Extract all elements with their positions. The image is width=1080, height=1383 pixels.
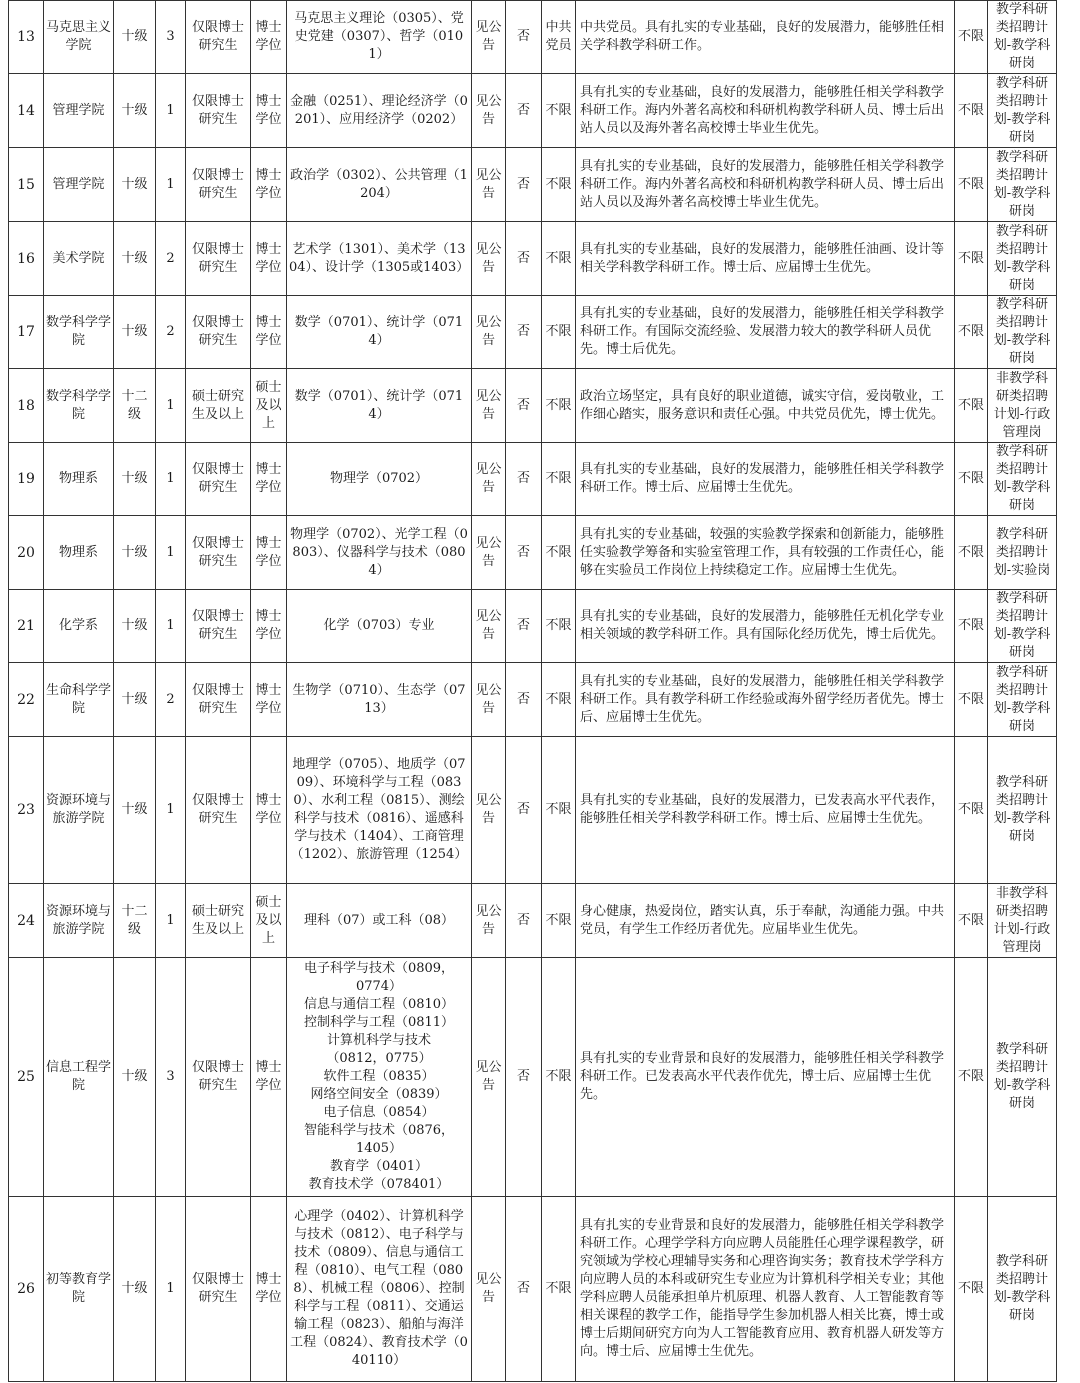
table-row bbox=[9, 958, 1057, 1197]
unit-name: 管理学院 bbox=[44, 148, 114, 222]
region-requirement: 不限 bbox=[955, 737, 988, 884]
table-row bbox=[9, 1, 1057, 74]
degree-requirement: 博士学位 bbox=[251, 222, 287, 296]
major-requirement: 艺术学（1301）、美术学（1304）、设计学（1305或1403） bbox=[287, 222, 472, 296]
table-row bbox=[9, 663, 1057, 737]
row-index: 16 bbox=[9, 222, 44, 296]
age-requirement: 见公告 bbox=[472, 296, 506, 369]
table-row bbox=[9, 1197, 1057, 1382]
table-row bbox=[9, 884, 1057, 958]
major-requirement: 理科（07）或工科（08） bbox=[287, 884, 472, 958]
region-requirement: 不限 bbox=[955, 369, 988, 443]
hire-count: 1 bbox=[156, 884, 186, 958]
other-requirements: 中共党员。具有扎实的专业基础，良好的发展潜力，能够胜任相关学科教学科研工作。 bbox=[576, 1, 955, 74]
unit-name: 物理系 bbox=[44, 516, 114, 590]
table-row bbox=[9, 74, 1057, 148]
post-type: 教学科研类招聘计划-教学科研岗 bbox=[988, 74, 1057, 148]
region-requirement: 不限 bbox=[955, 1197, 988, 1382]
degree-requirement: 博士学位 bbox=[251, 516, 287, 590]
row-index: 13 bbox=[9, 1, 44, 74]
region-requirement: 不限 bbox=[955, 1, 988, 74]
restricted-flag: 否 bbox=[506, 737, 542, 884]
unit-name: 马克思主义学院 bbox=[44, 1, 114, 74]
political-status: 不限 bbox=[542, 958, 576, 1197]
post-type: 教学科研类招聘计划-教学科研岗 bbox=[988, 590, 1057, 663]
other-requirements: 具有扎实的专业基础，良好的发展潜力，能够胜任油画、设计等相关学科教学科研工作。博士后、应届博士生优先。 bbox=[576, 222, 955, 296]
region-requirement: 不限 bbox=[955, 296, 988, 369]
unit-name: 生命科学学院 bbox=[44, 663, 114, 737]
post-grade: 十级 bbox=[114, 1197, 156, 1382]
row-index: 18 bbox=[9, 369, 44, 443]
other-requirements: 具有扎实的专业基础，较强的实验教学探索和创新能力，能够胜任实验教学筹备和实验室管理工作，具有较强的工作责任心，能够在实验员工作岗位上持续稳定工作。应届博士生优先。 bbox=[576, 516, 955, 590]
age-requirement: 见公告 bbox=[472, 369, 506, 443]
row-index: 17 bbox=[9, 296, 44, 369]
post-grade: 十二级 bbox=[114, 884, 156, 958]
post-type: 教学科研类招聘计划-教学科研岗 bbox=[988, 737, 1057, 884]
post-type: 教学科研类招聘计划-教学科研岗 bbox=[988, 958, 1057, 1197]
table-body bbox=[9, 1, 1057, 1382]
table-row bbox=[9, 590, 1057, 663]
degree-requirement: 博士学位 bbox=[251, 737, 287, 884]
unit-name: 资源环境与旅游学院 bbox=[44, 737, 114, 884]
table-row bbox=[9, 369, 1057, 443]
table-row bbox=[9, 222, 1057, 296]
major-line: 教育学（0401） bbox=[329, 1159, 429, 1174]
restricted-flag: 否 bbox=[506, 443, 542, 516]
political-status: 不限 bbox=[542, 369, 576, 443]
degree-requirement: 博士学位 bbox=[251, 1197, 287, 1382]
region-requirement: 不限 bbox=[955, 516, 988, 590]
row-index: 24 bbox=[9, 884, 44, 958]
row-index: 26 bbox=[9, 1197, 44, 1382]
age-requirement: 见公告 bbox=[472, 1, 506, 74]
political-status: 不限 bbox=[542, 74, 576, 148]
hire-count: 2 bbox=[156, 222, 186, 296]
post-grade: 十二级 bbox=[114, 369, 156, 443]
age-requirement: 见公告 bbox=[472, 1197, 506, 1382]
restricted-flag: 否 bbox=[506, 296, 542, 369]
unit-name: 数学科学学院 bbox=[44, 296, 114, 369]
major-line: 电子信息（0854） bbox=[323, 1105, 435, 1120]
post-type: 非教学科研类招聘计划-行政管理岗 bbox=[988, 884, 1057, 958]
post-grade: 十级 bbox=[114, 296, 156, 369]
region-requirement: 不限 bbox=[955, 443, 988, 516]
major-line: 教育技术学（078401） bbox=[308, 1177, 450, 1192]
age-requirement: 见公告 bbox=[472, 884, 506, 958]
post-grade: 十级 bbox=[114, 1, 156, 74]
post-type: 教学科研类招聘计划-教学科研岗 bbox=[988, 148, 1057, 222]
major-requirement: 生物学（0710）、生态学（0713） bbox=[287, 663, 472, 737]
hire-count: 2 bbox=[156, 663, 186, 737]
restricted-flag: 否 bbox=[506, 958, 542, 1197]
hire-count: 1 bbox=[156, 443, 186, 516]
major-line: 1405） bbox=[355, 1141, 403, 1156]
age-requirement: 见公告 bbox=[472, 148, 506, 222]
political-status: 不限 bbox=[542, 516, 576, 590]
hire-count: 3 bbox=[156, 958, 186, 1197]
education-requirement: 仅限博士研究生 bbox=[186, 148, 251, 222]
education-requirement: 仅限博士研究生 bbox=[186, 443, 251, 516]
unit-name: 管理学院 bbox=[44, 74, 114, 148]
major-requirement bbox=[287, 958, 472, 1197]
major-line: 智能科学与技术（0876， bbox=[303, 1123, 455, 1138]
age-requirement: 见公告 bbox=[472, 443, 506, 516]
unit-name: 资源环境与旅游学院 bbox=[44, 884, 114, 958]
political-status: 不限 bbox=[542, 296, 576, 369]
education-requirement: 硕士研究生及以上 bbox=[186, 369, 251, 443]
major-requirement: 数学（0701）、统计学（0714） bbox=[287, 296, 472, 369]
post-grade: 十级 bbox=[114, 516, 156, 590]
political-status: 不限 bbox=[542, 222, 576, 296]
major-requirement: 物理学（0702） bbox=[287, 443, 472, 516]
region-requirement: 不限 bbox=[955, 884, 988, 958]
restricted-flag: 否 bbox=[506, 663, 542, 737]
degree-requirement: 博士学位 bbox=[251, 663, 287, 737]
region-requirement: 不限 bbox=[955, 74, 988, 148]
age-requirement: 见公告 bbox=[472, 74, 506, 148]
age-requirement: 见公告 bbox=[472, 663, 506, 737]
post-type: 教学科研类招聘计划-教学科研岗 bbox=[988, 443, 1057, 516]
education-requirement: 仅限博士研究生 bbox=[186, 1197, 251, 1382]
post-type: 教学科研类招聘计划-教学科研岗 bbox=[988, 1197, 1057, 1382]
degree-requirement: 博士学位 bbox=[251, 1, 287, 74]
post-grade: 十级 bbox=[114, 663, 156, 737]
political-status: 不限 bbox=[542, 1197, 576, 1382]
major-requirement: 地理学（0705）、地质学（0709）、环境科学与工程（0830）、水利工程（0815）、测绘科学与技术（0816）、遥感科学与技术（1404）、工商管理（1202）、旅游管理（1254） bbox=[287, 737, 472, 884]
degree-requirement: 博士学位 bbox=[251, 148, 287, 222]
hire-count: 3 bbox=[156, 1, 186, 74]
row-index: 22 bbox=[9, 663, 44, 737]
major-line: 电子科学与技术（0809， bbox=[303, 961, 455, 976]
major-requirement: 化学（0703）专业 bbox=[287, 590, 472, 663]
other-requirements: 具有扎实的专业基础，良好的发展潜力，能够胜任相关学科教学科研工作。海内外著名高校和科研机构教学科研人员、博士后出站人员以及海外著名高校博士毕业生优先。 bbox=[576, 74, 955, 148]
other-requirements: 具有扎实的专业基础，良好的发展潜力，能够胜任无机化学专业相关领域的教学科研工作。具有国际化经历优先，博士后优先。 bbox=[576, 590, 955, 663]
table-row bbox=[9, 296, 1057, 369]
hire-count: 1 bbox=[156, 148, 186, 222]
region-requirement: 不限 bbox=[955, 148, 988, 222]
region-requirement: 不限 bbox=[955, 590, 988, 663]
political-status: 不限 bbox=[542, 443, 576, 516]
restricted-flag: 否 bbox=[506, 1, 542, 74]
post-grade: 十级 bbox=[114, 222, 156, 296]
restricted-flag: 否 bbox=[506, 516, 542, 590]
hire-count: 1 bbox=[156, 737, 186, 884]
education-requirement: 仅限博士研究生 bbox=[186, 663, 251, 737]
other-requirements: 身心健康，热爱岗位，踏实认真，乐于奉献，沟通能力强。中共党员，有学生工作经历者优先。应届毕业生优先。 bbox=[576, 884, 955, 958]
major-line: 控制科学与工程（0811） bbox=[303, 1015, 455, 1030]
unit-name: 美术学院 bbox=[44, 222, 114, 296]
major-line: 计算机科学与技术 bbox=[326, 1033, 431, 1048]
restricted-flag: 否 bbox=[506, 369, 542, 443]
education-requirement: 仅限博士研究生 bbox=[186, 590, 251, 663]
other-requirements: 具有扎实的专业背景和良好的发展潜力，能够胜任相关学科教学科研工作。心理学学科方向应聘人员能胜任心理学课程教学，研究领域为学校心理辅导实务和心理咨询实务；教育技术学学科方向应聘人员的本科或研究生专业应为计算机科学相关专业；其他学科应聘人员能承担单片机原理、机器人教育、人工智能教育等相关课程的教学工作，能指导学生参加机器人相关比赛，博士或博士后期间研究方向为人工智能教育应用、教育机器人研发等方向。博士后、应届博士生优先。 bbox=[576, 1197, 955, 1382]
age-requirement: 见公告 bbox=[472, 737, 506, 884]
age-requirement: 见公告 bbox=[472, 958, 506, 1197]
table-row bbox=[9, 737, 1057, 884]
post-type: 教学科研类招聘计划-教学科研岗 bbox=[988, 663, 1057, 737]
education-requirement: 仅限博士研究生 bbox=[186, 516, 251, 590]
degree-requirement: 博士学位 bbox=[251, 74, 287, 148]
other-requirements: 具有扎实的专业基础，良好的发展潜力，能够胜任相关学科教学科研工作。具有教学科研工作经验或海外留学经历者优先。博士后、应届博士生优先。 bbox=[576, 663, 955, 737]
other-requirements: 政治立场坚定，具有良好的职业道德，诚实守信，爱岗敬业，工作细心踏实，服务意识和责任心强。中共党员优先，博士优先。 bbox=[576, 369, 955, 443]
education-requirement: 仅限博士研究生 bbox=[186, 296, 251, 369]
degree-requirement: 硕士及以上 bbox=[251, 884, 287, 958]
unit-name: 化学系 bbox=[44, 590, 114, 663]
major-line: 信息与通信工程（0810） bbox=[303, 997, 455, 1012]
post-grade: 十级 bbox=[114, 148, 156, 222]
restricted-flag: 否 bbox=[506, 884, 542, 958]
major-requirement: 物理学（0702）、光学工程（0803）、仪器科学与技术（0804） bbox=[287, 516, 472, 590]
political-status: 不限 bbox=[542, 590, 576, 663]
restricted-flag: 否 bbox=[506, 148, 542, 222]
degree-requirement: 硕士及以上 bbox=[251, 369, 287, 443]
political-status: 不限 bbox=[542, 148, 576, 222]
other-requirements: 具有扎实的专业背景和良好的发展潜力，能够胜任相关学科教学科研工作。已发表高水平代表作优先，博士后、应届博士生优先。 bbox=[576, 958, 955, 1197]
other-requirements: 具有扎实的专业基础，良好的发展潜力，能够胜任相关学科教学科研工作。有国际交流经验、发展潜力较大的教学科研人员优先。博士后优先。 bbox=[576, 296, 955, 369]
hire-count: 1 bbox=[156, 590, 186, 663]
education-requirement: 仅限博士研究生 bbox=[186, 222, 251, 296]
region-requirement: 不限 bbox=[955, 663, 988, 737]
age-requirement: 见公告 bbox=[472, 222, 506, 296]
row-index: 15 bbox=[9, 148, 44, 222]
hire-count: 1 bbox=[156, 1197, 186, 1382]
hire-count: 1 bbox=[156, 74, 186, 148]
hire-count: 1 bbox=[156, 369, 186, 443]
education-requirement: 仅限博士研究生 bbox=[186, 737, 251, 884]
post-grade: 十级 bbox=[114, 590, 156, 663]
education-requirement: 硕士研究生及以上 bbox=[186, 884, 251, 958]
education-requirement: 仅限博士研究生 bbox=[186, 74, 251, 148]
restricted-flag: 否 bbox=[506, 74, 542, 148]
unit-name: 初等教育学院 bbox=[44, 1197, 114, 1382]
unit-name: 物理系 bbox=[44, 443, 114, 516]
degree-requirement: 博士学位 bbox=[251, 296, 287, 369]
degree-requirement: 博士学位 bbox=[251, 958, 287, 1197]
restricted-flag: 否 bbox=[506, 1197, 542, 1382]
major-line: （0812，0775） bbox=[326, 1051, 432, 1066]
other-requirements: 具有扎实的专业基础，良好的发展潜力，已发表高水平代表作，能够胜任相关学科教学科研工作。博士后、应届博士生优先。 bbox=[576, 737, 955, 884]
major-line: 软件工程（0835） bbox=[323, 1069, 435, 1084]
major-requirement: 心理学（0402）、计算机科学与技术（0812）、电子科学与技术（0809）、信息与通信工程（0810）、电气工程（0808）、机械工程（0806）、控制科学与工程（0811）、交通运输工程（0823）、船舶与海洋工程（0824）、教育技术学（040110） bbox=[287, 1197, 472, 1382]
post-type: 教学科研类招聘计划-教学科研岗 bbox=[988, 222, 1057, 296]
unit-name: 数学科学学院 bbox=[44, 369, 114, 443]
post-grade: 十级 bbox=[114, 737, 156, 884]
post-type: 教学科研类招聘计划-教学科研岗 bbox=[988, 296, 1057, 369]
post-grade: 十级 bbox=[114, 443, 156, 516]
major-requirement: 金融（0251）、理论经济学（0201）、应用经济学（0202） bbox=[287, 74, 472, 148]
row-index: 14 bbox=[9, 74, 44, 148]
post-type: 教学科研类招聘计划-实验岗 bbox=[988, 516, 1057, 590]
political-status: 不限 bbox=[542, 737, 576, 884]
education-requirement: 仅限博士研究生 bbox=[186, 958, 251, 1197]
post-grade: 十级 bbox=[114, 958, 156, 1197]
table-row bbox=[9, 148, 1057, 222]
row-index: 21 bbox=[9, 590, 44, 663]
hire-count: 1 bbox=[156, 516, 186, 590]
degree-requirement: 博士学位 bbox=[251, 443, 287, 516]
unit-name: 信息工程学院 bbox=[44, 958, 114, 1197]
major-requirement: 政治学（0302）、公共管理（1204） bbox=[287, 148, 472, 222]
post-type: 非教学科研类招聘计划-行政管理岗 bbox=[988, 369, 1057, 443]
restricted-flag: 否 bbox=[506, 590, 542, 663]
other-requirements: 具有扎实的专业基础，良好的发展潜力，能够胜任相关学科教学科研工作。海内外著名高校和科研机构教学科研人员、博士后出站人员以及海外著名高校博士毕业生优先。 bbox=[576, 148, 955, 222]
post-type: 教学科研类招聘计划-教学科研岗 bbox=[988, 1, 1057, 74]
education-requirement: 仅限博士研究生 bbox=[186, 1, 251, 74]
row-index: 23 bbox=[9, 737, 44, 884]
major-requirement: 马克思主义理论（0305）、党史党建（0307）、哲学（0101） bbox=[287, 1, 472, 74]
post-grade: 十级 bbox=[114, 74, 156, 148]
age-requirement: 见公告 bbox=[472, 516, 506, 590]
major-requirement: 数学（0701）、统计学（0714） bbox=[287, 369, 472, 443]
major-line: 0774） bbox=[355, 979, 403, 994]
degree-requirement: 博士学位 bbox=[251, 590, 287, 663]
row-index: 19 bbox=[9, 443, 44, 516]
table-row bbox=[9, 443, 1057, 516]
row-index: 20 bbox=[9, 516, 44, 590]
political-status: 中共党员 bbox=[542, 1, 576, 74]
table-row bbox=[9, 516, 1057, 590]
other-requirements: 具有扎实的专业基础，良好的发展潜力，能够胜任相关学科教学科研工作。博士后、应届博士生优先。 bbox=[576, 443, 955, 516]
restricted-flag: 否 bbox=[506, 222, 542, 296]
age-requirement: 见公告 bbox=[472, 590, 506, 663]
major-line: 网络空间安全（0839） bbox=[310, 1087, 448, 1102]
region-requirement: 不限 bbox=[955, 222, 988, 296]
political-status: 不限 bbox=[542, 663, 576, 737]
region-requirement: 不限 bbox=[955, 958, 988, 1197]
political-status: 不限 bbox=[542, 884, 576, 958]
hire-count: 2 bbox=[156, 296, 186, 369]
recruitment-table bbox=[8, 0, 1057, 1382]
row-index: 25 bbox=[9, 958, 44, 1197]
